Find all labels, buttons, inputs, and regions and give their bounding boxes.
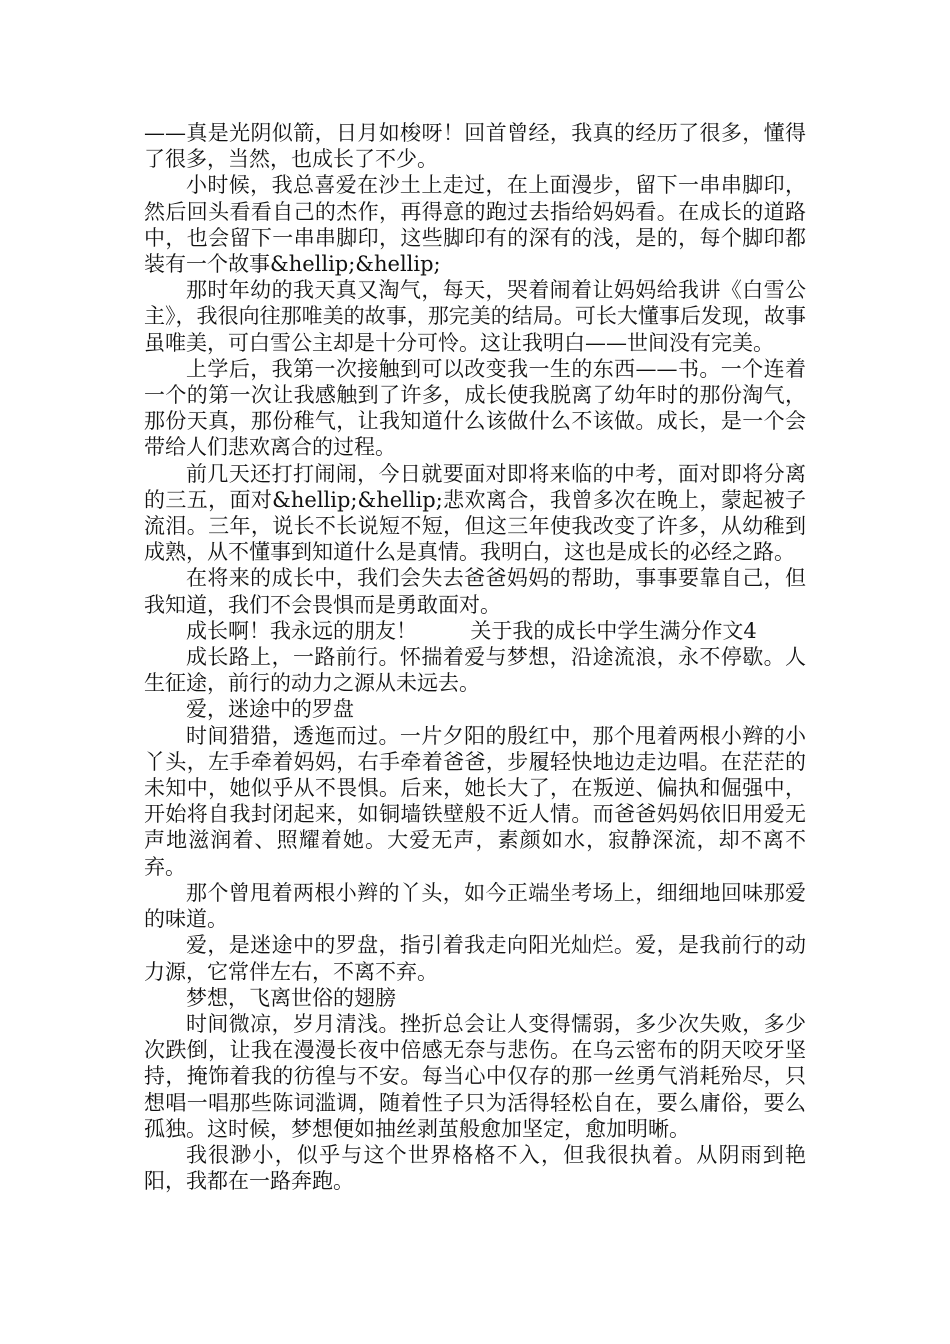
paragraph-essay-4-title: 成长啊！我永远的朋友！ 关于我的成长中学生满分作文4 xyxy=(186,618,757,643)
paragraph-snow-white: 那时年幼的我天真又淘气，每天，哭着闹着让妈妈给我讲《白雪公主》，我很向往那唯美的故事，那完美的结局。可长大懂事后发现，故事虽唯美，可白雪公主却是十分可怜。这让我明白——世间没有完美。 xyxy=(144,278,806,355)
paragraph-future: 在将来的成长中，我们会失去爸爸妈妈的帮助，事事要靠自己，但我知道，我们不会畏惧而是勇敢面对。 xyxy=(144,566,806,617)
paragraph-exam-separation: 前几天还打打闹闹，今日就要面对即将来临的中考，面对即将分离的三五，面对&hellip;&hellip;悲欢离合，我曾多次在晚上，蒙起被子流泪。三年，说长不长说短不短，但这三年使我改变了许多，从幼稚到成熟，从不懂事到知道什么是真情。我明白，这也是成长的必经之路。 xyxy=(144,461,806,565)
paragraph-setbacks: 时间微凉，岁月清浅。挫折总会让人变得懦弱，多少次失败，多少次跌倒，让我在漫漫长夜中倍感无奈与悲伤。在乌云密布的阴天咬牙坚持，掩饰着我的彷徨与不安。每当心中仅存的那一丝勇气消耗殆尽，只想唱一唱那些陈词滥调，随着性子只为活得轻松自在，要么庸俗，要么孤独。这时候，梦想便如抽丝剥茧般愈加坚定，愈加明晰。 xyxy=(144,1011,806,1141)
paragraph-running: 我很渺小，似乎与这个世界格格不入，但我很执着。从阴雨到艳阳，我都在一路奔跑。 xyxy=(144,1142,806,1194)
section-heading-love: 爱，迷途中的罗盘 xyxy=(186,697,354,722)
paragraph-growth-road: 成长路上，一路前行。怀揣着爱与梦想，沿途流浪，永不停歇。人生征途，前行的动力之源从未远去。 xyxy=(144,645,806,696)
paragraph-footprints: 小时候，我总喜爱在沙土上走过，在上面漫步，留下一串串脚印，然后回头看看自己的杰作，再得意的跑过去指给妈妈看。在成长的道路中，也会留下一串串脚印，这些脚印有的深有的浅，是的，每个脚印都装有一个故事&hellip;&hellip; xyxy=(144,173,806,277)
paragraph-school-books: 上学后，我第一次接触到可以改变我一生的东西——书。一个连着一个的第一次让我感触到了许多，成长使我脱离了幼年时的那份淘气，那份天真，那份稚气，让我知道什么该做什么不该做。成长，是一个会带给人们悲欢离合的过程。 xyxy=(144,356,806,460)
paragraph-love-compass: 爱，是迷途中的罗盘，指引着我走向阳光灿烂。爱，是我前行的动力源，它常伴左右，不离不弃。 xyxy=(144,933,806,984)
paragraph-exam-hall: 那个曾甩着两根小辫的丫头，如今正端坐考场上，细细地回味那爱的味道。 xyxy=(144,880,806,932)
paragraph-little-girl: 时间猎猎，透迤而过。一片夕阳的殷红中，那个甩着两根小辫的小丫头，左手牵着妈妈，右手牵着爸爸，步履轻快地边走边唱。在茫茫的未知中，她似乎从不畏惧。后来，她长大了，在叛逆、偏执和倔强中，开始将自我封闭起来，如铜墙铁壁般不近人情。而爸爸妈妈依旧用爱无声地滋润着、照耀着她。大爱无声，素颜如水，寂静深流，却不离不弃。 xyxy=(144,723,806,879)
section-heading-dream: 梦想，飞离世俗的翅膀 xyxy=(186,985,396,1010)
paragraph-intro-continuation: ——真是光阴似箭，日月如梭呀！回首曾经，我真的经历了很多，懂得了很多，当然，也成长了不少。 xyxy=(144,121,806,172)
